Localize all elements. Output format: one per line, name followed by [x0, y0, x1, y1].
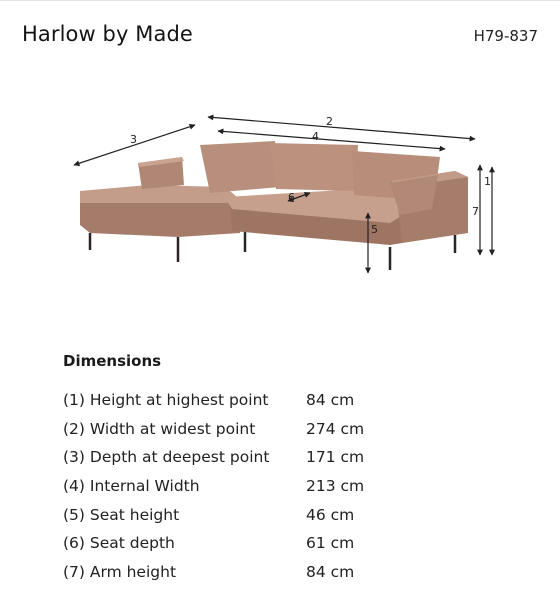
- spec-value: 84 cm: [306, 391, 355, 410]
- callout-4: 4: [312, 130, 319, 143]
- dimensions-table: [63, 386, 423, 586]
- spec-value: 84 cm: [306, 562, 355, 581]
- table-row: [63, 415, 423, 444]
- callout-6: 6: [288, 191, 295, 204]
- spec-value: 171 cm: [306, 448, 365, 467]
- table-row: [63, 500, 423, 529]
- callout-7: 7: [472, 205, 479, 218]
- table-row: [63, 529, 423, 558]
- spec-value: 274 cm: [306, 419, 365, 438]
- product-title: Harlow by Made: [22, 22, 193, 46]
- callout-2: 2: [326, 115, 333, 128]
- table-row: [63, 472, 423, 501]
- spec-value: 61 cm: [306, 534, 355, 553]
- sofa-body: [80, 141, 468, 245]
- spec-label: (6) Seat depth: [63, 534, 175, 553]
- table-row: [63, 386, 423, 415]
- callout-5: 5: [371, 223, 378, 236]
- spec-value: 46 cm: [306, 505, 355, 524]
- spec-label: (7) Arm height: [63, 562, 177, 581]
- table-row: [63, 443, 423, 472]
- spec-label: (2) Width at widest point: [63, 419, 256, 438]
- table-row: [63, 558, 423, 587]
- spec-label: (5) Seat height: [63, 505, 180, 524]
- spec-label: (4) Internal Width: [63, 477, 200, 496]
- sofa-illustration: [60, 105, 510, 285]
- spec-label: (3) Depth at deepest point: [63, 448, 270, 467]
- callout-3: 3: [130, 133, 137, 146]
- product-code: H79-837: [473, 27, 538, 45]
- spec-label: (1) Height at highest point: [63, 391, 269, 410]
- spec-value: 213 cm: [306, 477, 365, 496]
- callout-1: 1: [484, 175, 491, 188]
- dimensions-heading: Dimensions: [63, 352, 162, 370]
- page-header: [0, 0, 560, 70]
- sofa-dimension-diagram: [60, 105, 510, 285]
